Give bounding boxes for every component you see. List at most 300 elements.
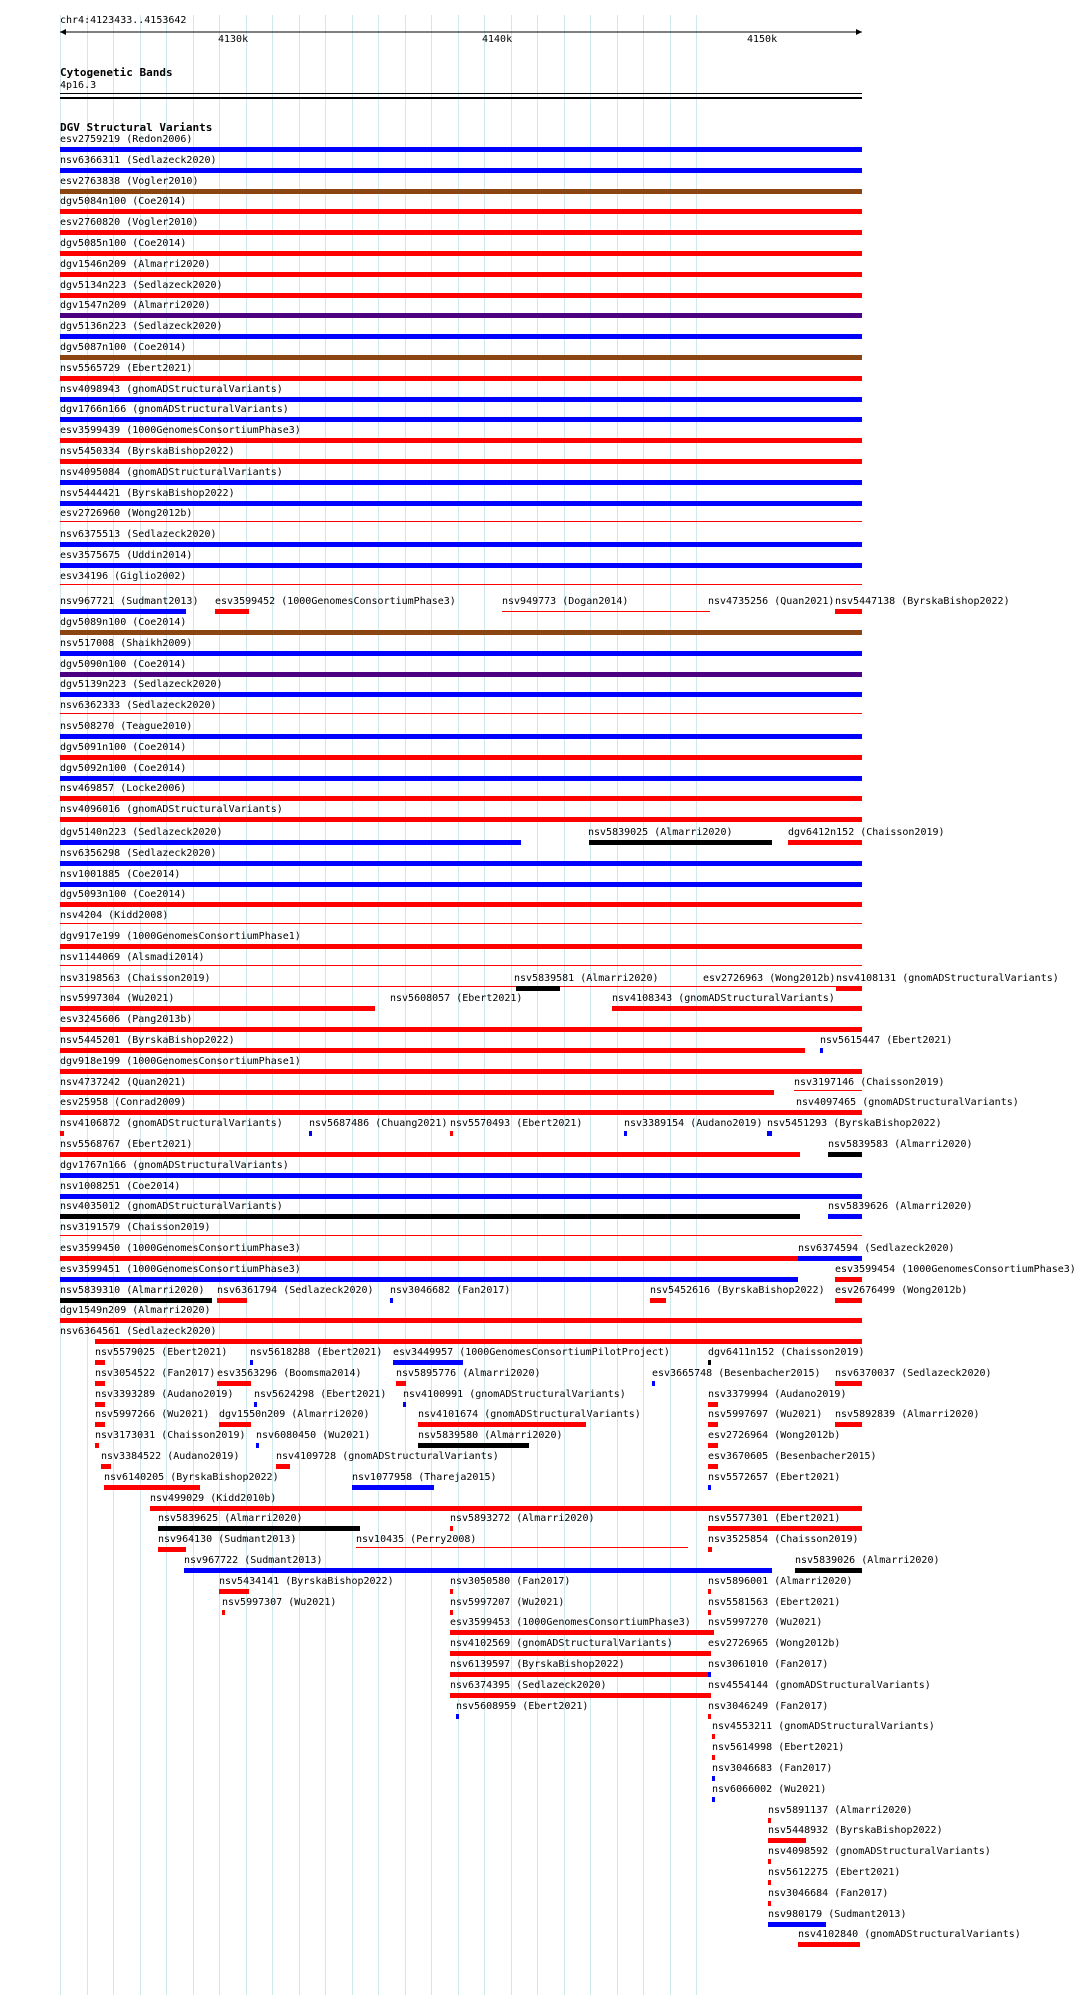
variant-bar[interactable] xyxy=(60,1256,798,1261)
variant-label[interactable]: nsv5615447 (Ebert2021) xyxy=(820,1035,953,1046)
variant-label[interactable]: nsv5570493 (Ebert2021) xyxy=(450,1118,583,1129)
variant-bar[interactable] xyxy=(309,1131,312,1136)
variant-label[interactable]: esv3599453 (1000GenomesConsortiumPhase3) xyxy=(450,1617,691,1628)
variant-label[interactable]: nsv5997697 (Wu2021) xyxy=(708,1409,823,1420)
variant-bar[interactable] xyxy=(712,1776,715,1781)
variant-bar[interactable] xyxy=(60,542,862,547)
variant-label[interactable]: nsv3046684 (Fan2017) xyxy=(768,1888,889,1899)
variant-label[interactable]: nsv6066002 (Wu2021) xyxy=(712,1784,827,1795)
variant-bar[interactable] xyxy=(60,1194,862,1199)
variant-label[interactable]: nsv499029 (Kidd2010b) xyxy=(150,1493,277,1504)
variant-label[interactable]: nsv6356298 (Sedlazeck2020) xyxy=(60,848,217,859)
variant-label[interactable]: esv34196 (Giglio2002) xyxy=(60,571,187,582)
variant-bar[interactable] xyxy=(708,1464,718,1469)
variant-label[interactable]: nsv5891137 (Almarri2020) xyxy=(768,1805,913,1816)
variant-bar[interactable] xyxy=(60,521,862,522)
variant-label[interactable]: dgv6411n152 (Chaisson2019) xyxy=(708,1347,865,1358)
variant-label[interactable]: nsv517008 (Shaikh2009) xyxy=(60,638,193,649)
variant-bar[interactable] xyxy=(60,584,862,585)
variant-bar[interactable] xyxy=(393,1360,463,1365)
variant-bar[interactable] xyxy=(60,480,862,485)
variant-label[interactable]: nsv469857 (Locke2006) xyxy=(60,783,187,794)
variant-label[interactable]: nsv4097465 (gnomADStructuralVariants) xyxy=(796,1097,1019,1108)
variant-bar[interactable] xyxy=(835,1381,862,1386)
variant-label[interactable]: nsv949773 (Dogan2014) xyxy=(502,596,629,607)
variant-label[interactable]: dgv918e199 (1000GenomesConsortiumPhase1) xyxy=(60,1056,301,1067)
variant-bar[interactable] xyxy=(418,1422,586,1427)
variant-bar[interactable] xyxy=(60,692,862,697)
variant-label[interactable]: nsv5614998 (Ebert2021) xyxy=(712,1742,845,1753)
variant-bar[interactable] xyxy=(222,1610,225,1615)
variant-bar[interactable] xyxy=(60,1006,375,1011)
variant-label[interactable]: dgv1767n166 (gnomADStructuralVariants) xyxy=(60,1160,289,1171)
variant-label[interactable]: nsv4554144 (gnomADStructuralVariants) xyxy=(708,1680,931,1691)
variant-bar[interactable] xyxy=(60,609,186,614)
variant-label[interactable]: nsv4095084 (gnomADStructuralVariants) xyxy=(60,467,283,478)
variant-bar[interactable] xyxy=(60,840,521,845)
variant-bar[interactable] xyxy=(60,209,862,214)
variant-label[interactable]: esv2676499 (Wong2012b) xyxy=(835,1285,968,1296)
variant-label[interactable]: nsv3050580 (Fan2017) xyxy=(450,1576,571,1587)
variant-label[interactable]: esv3449957 (1000GenomesConsortiumPilotProject) xyxy=(393,1347,670,1358)
variant-label[interactable]: dgv1547n209 (Almarri2020) xyxy=(60,300,211,311)
variant-bar[interactable] xyxy=(456,1714,459,1719)
variant-bar[interactable] xyxy=(250,1360,253,1365)
variant-label[interactable]: nsv5452616 (ByrskaBishop2022) xyxy=(650,1285,825,1296)
variant-bar[interactable] xyxy=(60,563,862,568)
variant-label[interactable]: nsv5612275 (Ebert2021) xyxy=(768,1867,901,1878)
variant-label[interactable]: nsv5687486 (Chuang2021) xyxy=(309,1118,448,1129)
variant-label[interactable]: esv2763838 (Vogler2010) xyxy=(60,176,199,187)
variant-bar[interactable] xyxy=(60,1318,862,1323)
variant-label[interactable]: nsv3384522 (Audano2019) xyxy=(101,1451,240,1462)
variant-bar[interactable] xyxy=(835,1422,862,1427)
variant-bar[interactable] xyxy=(450,1610,453,1615)
variant-label[interactable]: nsv5618288 (Ebert2021) xyxy=(250,1347,383,1358)
variant-bar[interactable] xyxy=(104,1485,200,1490)
variant-bar[interactable] xyxy=(708,1526,862,1531)
variant-bar[interactable] xyxy=(60,168,862,173)
variant-label[interactable]: nsv5579025 (Ebert2021) xyxy=(95,1347,228,1358)
variant-bar[interactable] xyxy=(836,986,862,991)
variant-label[interactable]: esv3599439 (1000GenomesConsortiumPhase3) xyxy=(60,425,301,436)
variant-label[interactable]: nsv5839025 (Almarri2020) xyxy=(588,827,733,838)
variant-bar[interactable] xyxy=(835,1298,862,1303)
variant-label[interactable]: dgv5084n100 (Coe2014) xyxy=(60,196,187,207)
variant-bar[interactable] xyxy=(768,1818,771,1823)
variant-label[interactable]: nsv3525854 (Chaisson2019) xyxy=(708,1534,859,1545)
variant-label[interactable]: nsv6370037 (Sedlazeck2020) xyxy=(835,1368,992,1379)
variant-bar[interactable] xyxy=(708,1547,712,1552)
variant-label[interactable]: nsv5839310 (Almarri2020) xyxy=(60,1285,205,1296)
variant-bar[interactable] xyxy=(60,1277,798,1282)
variant-label[interactable]: nsv6140205 (ByrskaBishop2022) xyxy=(104,1472,279,1483)
variant-label[interactable]: esv2759219 (Redon2006) xyxy=(60,134,193,145)
variant-label[interactable]: dgv5087n100 (Coe2014) xyxy=(60,342,187,353)
variant-label[interactable]: nsv3046682 (Fan2017) xyxy=(390,1285,511,1296)
variant-label[interactable]: nsv5997266 (Wu2021) xyxy=(95,1409,210,1420)
variant-bar[interactable] xyxy=(60,293,862,298)
variant-bar[interactable] xyxy=(703,986,715,987)
variant-bar[interactable] xyxy=(95,1339,862,1344)
variant-bar[interactable] xyxy=(60,459,862,464)
variant-bar[interactable] xyxy=(184,1568,772,1573)
variant-label[interactable]: dgv1766n166 (gnomADStructuralVariants) xyxy=(60,404,289,415)
variant-label[interactable]: dgv917e199 (1000GenomesConsortiumPhase1) xyxy=(60,931,301,942)
variant-label[interactable]: dgv5092n100 (Coe2014) xyxy=(60,763,187,774)
variant-bar[interactable] xyxy=(356,1547,688,1548)
variant-bar[interactable] xyxy=(450,1693,710,1698)
variant-label[interactable]: dgv5136n223 (Sedlazeck2020) xyxy=(60,321,223,332)
variant-bar[interactable] xyxy=(60,986,862,987)
variant-bar[interactable] xyxy=(794,1090,862,1091)
variant-bar[interactable] xyxy=(589,840,772,845)
variant-bar[interactable] xyxy=(60,796,862,801)
grid-line xyxy=(696,15,697,1995)
variant-bar[interactable] xyxy=(60,1298,212,1303)
variant-bar[interactable] xyxy=(219,1589,249,1594)
variant-label[interactable]: nsv4098943 (gnomADStructuralVariants) xyxy=(60,384,283,395)
variant-bar[interactable] xyxy=(708,1651,711,1656)
variant-label[interactable]: esv2726960 (Wong2012b) xyxy=(60,508,193,519)
variant-label[interactable]: nsv5565729 (Ebert2021) xyxy=(60,363,193,374)
variant-label[interactable]: nsv1144069 (Alsmadi2014) xyxy=(60,952,205,963)
variant-label[interactable]: nsv5608057 (Ebert2021) xyxy=(390,993,523,1004)
variant-label[interactable]: nsv5997304 (Wu2021) xyxy=(60,993,175,1004)
dgv-title: DGV Structural Variants xyxy=(60,121,213,134)
variant-bar[interactable] xyxy=(450,1651,708,1656)
variant-label[interactable]: nsv5450334 (ByrskaBishop2022) xyxy=(60,446,235,457)
variant-label[interactable]: dgv5091n100 (Coe2014) xyxy=(60,742,187,753)
variant-label[interactable]: nsv4102840 (gnomADStructuralVariants) xyxy=(798,1929,1021,1940)
variant-label[interactable]: nsv5577301 (Ebert2021) xyxy=(708,1513,841,1524)
variant-label[interactable]: dgv1549n209 (Almarri2020) xyxy=(60,1305,211,1316)
variant-bar[interactable] xyxy=(652,1381,655,1386)
variant-bar[interactable] xyxy=(95,1422,105,1427)
variant-label[interactable]: dgv5085n100 (Coe2014) xyxy=(60,238,187,249)
variant-bar[interactable] xyxy=(516,986,560,991)
variant-bar[interactable] xyxy=(835,1277,862,1282)
variant-label[interactable]: nsv5448932 (ByrskaBishop2022) xyxy=(768,1825,943,1836)
variant-bar[interactable] xyxy=(788,840,862,845)
cytoband-name: 4p16.3 xyxy=(60,80,97,91)
variant-label[interactable]: dgv5134n223 (Sedlazeck2020) xyxy=(60,280,223,291)
variant-bar[interactable] xyxy=(60,501,862,506)
variant-bar[interactable] xyxy=(150,1506,862,1511)
variant-label[interactable]: nsv4101674 (gnomADStructuralVariants) xyxy=(418,1409,641,1420)
variant-bar[interactable] xyxy=(708,1402,718,1407)
variant-bar[interactable] xyxy=(60,147,862,152)
variant-label[interactable]: nsv5997207 (Wu2021) xyxy=(450,1597,565,1608)
variant-label[interactable]: nsv4096016 (gnomADStructuralVariants) xyxy=(60,804,283,815)
variant-label[interactable]: nsv3054522 (Fan2017) xyxy=(95,1368,216,1379)
variant-bar[interactable] xyxy=(450,1630,714,1635)
variant-bar[interactable] xyxy=(95,1360,105,1365)
variant-label[interactable]: nsv4102569 (gnomADStructuralVariants) xyxy=(450,1638,673,1649)
variant-bar[interactable] xyxy=(60,1235,862,1236)
variant-bar[interactable] xyxy=(60,1090,774,1095)
variant-bar[interactable] xyxy=(796,1110,862,1115)
variant-label[interactable]: nsv980179 (Sudmant2013) xyxy=(768,1909,907,1920)
variant-label[interactable]: esv2726965 (Wong2012b) xyxy=(708,1638,841,1649)
variant-bar[interactable] xyxy=(768,1922,826,1927)
variant-bar[interactable] xyxy=(60,651,862,656)
variant-label[interactable]: nsv5581563 (Ebert2021) xyxy=(708,1597,841,1608)
variant-bar[interactable] xyxy=(768,1838,806,1843)
variant-bar[interactable] xyxy=(712,1797,715,1802)
variant-label[interactable]: nsv5997307 (Wu2021) xyxy=(222,1597,337,1608)
grid-line xyxy=(670,15,671,1995)
variant-bar[interactable] xyxy=(712,1755,715,1760)
variant-label[interactable]: esv3599454 (1000GenomesConsortiumPhase3) xyxy=(835,1264,1076,1275)
variant-label[interactable]: nsv5997270 (Wu2021) xyxy=(708,1617,823,1628)
variant-bar[interactable] xyxy=(158,1526,360,1531)
variant-label[interactable]: nsv4108131 (gnomADStructuralVariants) xyxy=(836,973,1059,984)
variant-bar[interactable] xyxy=(390,1298,393,1303)
variant-bar[interactable] xyxy=(60,230,862,235)
variant-bar[interactable] xyxy=(795,1568,862,1573)
variant-bar[interactable] xyxy=(60,902,862,907)
variant-bar[interactable] xyxy=(60,882,862,887)
variant-label[interactable]: nsv5568767 (Ebert2021) xyxy=(60,1139,193,1150)
variant-label[interactable]: nsv1008251 (Coe2014) xyxy=(60,1181,181,1192)
variant-label[interactable]: nsv6375513 (Sedlazeck2020) xyxy=(60,529,217,540)
variant-bar[interactable] xyxy=(708,1610,711,1615)
variant-label[interactable]: esv3599450 (1000GenomesConsortiumPhase3) xyxy=(60,1243,301,1254)
variant-bar[interactable] xyxy=(650,1298,666,1303)
variant-bar[interactable] xyxy=(60,1110,796,1115)
variant-label[interactable]: dgv1550n209 (Almarri2020) xyxy=(219,1409,370,1420)
variant-label[interactable]: nsv4035012 (gnomADStructuralVariants) xyxy=(60,1201,283,1212)
variant-label[interactable]: dgv1546n209 (Almarri2020) xyxy=(60,259,211,270)
variant-label[interactable]: nsv4109728 (gnomADStructuralVariants) xyxy=(276,1451,499,1462)
variant-bar[interactable] xyxy=(256,1443,259,1448)
variant-label[interactable]: nsv3393289 (Audano2019) xyxy=(95,1389,234,1400)
variant-bar[interactable] xyxy=(768,1859,771,1864)
variant-label[interactable]: nsv5434141 (ByrskaBishop2022) xyxy=(219,1576,394,1587)
variant-label[interactable]: dgv5089n100 (Coe2014) xyxy=(60,617,187,628)
variant-bar[interactable] xyxy=(708,1485,711,1490)
variant-bar[interactable] xyxy=(60,355,862,360)
variant-bar[interactable] xyxy=(60,189,862,194)
variant-bar[interactable] xyxy=(502,611,710,612)
variant-bar[interactable] xyxy=(835,609,862,614)
variant-label[interactable]: dgv6412n152 (Chaisson2019) xyxy=(788,827,945,838)
variant-bar[interactable] xyxy=(60,1027,862,1032)
variant-bar[interactable] xyxy=(708,1714,711,1719)
variant-label[interactable]: nsv5896001 (Almarri2020) xyxy=(708,1576,853,1587)
variant-label[interactable]: nsv5451293 (ByrskaBishop2022) xyxy=(767,1118,942,1129)
variant-label[interactable]: nsv967721 (Sudmant2013) xyxy=(60,596,199,607)
variant-label[interactable]: nsv6080450 (Wu2021) xyxy=(256,1430,371,1441)
variant-bar[interactable] xyxy=(708,1443,718,1448)
variant-label[interactable]: nsv6362333 (Sedlazeck2020) xyxy=(60,700,217,711)
variant-bar[interactable] xyxy=(101,1464,111,1469)
variant-bar[interactable] xyxy=(60,944,862,949)
variant-label[interactable]: nsv5572657 (Ebert2021) xyxy=(708,1472,841,1483)
variant-label[interactable]: esv3575675 (Uddin2014) xyxy=(60,550,193,561)
variant-label[interactable]: nsv6374395 (Sedlazeck2020) xyxy=(450,1680,607,1691)
variant-bar[interactable] xyxy=(352,1485,434,1490)
variant-label[interactable]: nsv5895776 (Almarri2020) xyxy=(396,1368,541,1379)
variant-bar[interactable] xyxy=(60,630,862,635)
variant-bar[interactable] xyxy=(418,1443,529,1448)
variant-bar[interactable] xyxy=(708,1693,711,1698)
variant-bar[interactable] xyxy=(768,1880,771,1885)
variant-bar[interactable] xyxy=(60,397,862,402)
variant-bar[interactable] xyxy=(708,1672,711,1677)
variant-bar[interactable] xyxy=(60,1214,800,1219)
variant-bar[interactable] xyxy=(60,713,862,714)
variant-label[interactable]: nsv4108343 (gnomADStructuralVariants) xyxy=(612,993,835,1004)
variant-label[interactable]: nsv3046249 (Fan2017) xyxy=(708,1701,829,1712)
variant-label[interactable]: nsv5444421 (ByrskaBishop2022) xyxy=(60,488,235,499)
variant-bar[interactable] xyxy=(60,1173,862,1178)
variant-bar[interactable] xyxy=(820,1048,823,1053)
variant-label[interactable]: nsv3197146 (Chaisson2019) xyxy=(794,1077,945,1088)
variant-label[interactable]: esv3245606 (Pang2013b) xyxy=(60,1014,193,1025)
variant-bar[interactable] xyxy=(60,334,862,339)
variant-bar[interactable] xyxy=(828,1152,862,1157)
variant-label[interactable]: nsv5839581 (Almarri2020) xyxy=(514,973,659,984)
variant-bar[interactable] xyxy=(276,1464,290,1469)
variant-label[interactable]: esv2726963 (Wong2012b) xyxy=(703,973,836,984)
variant-label[interactable]: nsv4204 (Kidd2008) xyxy=(60,910,169,921)
variant-bar[interactable] xyxy=(768,1901,771,1906)
variant-label[interactable]: nsv6366311 (Sedlazeck2020) xyxy=(60,155,217,166)
variant-bar[interactable] xyxy=(708,1422,718,1427)
variant-label[interactable]: dgv5140n223 (Sedlazeck2020) xyxy=(60,827,223,838)
variant-label[interactable]: nsv4106872 (gnomADStructuralVariants) xyxy=(60,1118,283,1129)
variant-bar[interactable] xyxy=(60,965,862,966)
variant-bar[interactable] xyxy=(95,1402,105,1407)
variant-label[interactable]: nsv5839580 (Almarri2020) xyxy=(418,1430,563,1441)
variant-bar[interactable] xyxy=(60,251,862,256)
variant-bar[interactable] xyxy=(60,1131,64,1136)
variant-label[interactable]: esv2760820 (Vogler2010) xyxy=(60,217,199,228)
variant-bar[interactable] xyxy=(60,776,862,781)
variant-bar[interactable] xyxy=(60,734,862,739)
variant-label[interactable]: esv25958 (Conrad2009) xyxy=(60,1097,187,1108)
grid-line xyxy=(219,15,220,1995)
variant-bar[interactable] xyxy=(450,1526,453,1531)
variant-label[interactable]: nsv4737242 (Quan2021) xyxy=(60,1077,187,1088)
variant-label[interactable]: nsv10435 (Perry2008) xyxy=(356,1534,477,1545)
variant-bar[interactable] xyxy=(708,1589,711,1594)
variant-label[interactable]: nsv508270 (Teague2010) xyxy=(60,721,193,732)
variant-bar[interactable] xyxy=(60,923,862,924)
variant-bar[interactable] xyxy=(158,1547,186,1552)
variant-label[interactable]: dgv5090n100 (Coe2014) xyxy=(60,659,187,670)
variant-bar[interactable] xyxy=(60,272,862,277)
variant-bar[interactable] xyxy=(767,1131,772,1136)
variant-label[interactable]: nsv3379994 (Audano2019) xyxy=(708,1389,847,1400)
variant-label[interactable]: nsv3046683 (Fan2017) xyxy=(712,1763,833,1774)
variant-label[interactable]: nsv5445201 (ByrskaBishop2022) xyxy=(60,1035,235,1046)
variant-label[interactable]: nsv5892839 (Almarri2020) xyxy=(835,1409,980,1420)
variant-bar[interactable] xyxy=(60,313,862,318)
variant-bar[interactable] xyxy=(450,1131,453,1136)
variant-label[interactable]: esv3599452 (1000GenomesConsortiumPhase3) xyxy=(215,596,456,607)
variant-bar[interactable] xyxy=(60,672,862,677)
variant-label[interactable]: nsv3389154 (Audano2019) xyxy=(624,1118,763,1129)
variant-bar[interactable] xyxy=(60,376,862,381)
variant-bar[interactable] xyxy=(95,1381,105,1386)
variant-label[interactable]: nsv3061010 (Fan2017) xyxy=(708,1659,829,1670)
variant-label[interactable]: nsv6139597 (ByrskaBishop2022) xyxy=(450,1659,625,1670)
variant-bar[interactable] xyxy=(712,1734,715,1739)
variant-bar[interactable] xyxy=(60,755,862,760)
variant-bar[interactable] xyxy=(396,1381,406,1386)
variant-label[interactable]: dgv5139n223 (Sedlazeck2020) xyxy=(60,679,223,690)
variant-label[interactable]: nsv6361794 (Sedlazeck2020) xyxy=(217,1285,374,1296)
variant-bar[interactable] xyxy=(215,609,249,614)
variant-bar[interactable] xyxy=(60,861,862,866)
variant-bar[interactable] xyxy=(624,1131,627,1136)
variant-label[interactable]: nsv5839626 (Almarri2020) xyxy=(828,1201,973,1212)
variant-label[interactable]: esv3665748 (Besenbacher2015) xyxy=(652,1368,821,1379)
variant-label[interactable]: nsv4100991 (gnomADStructuralVariants) xyxy=(403,1389,626,1400)
variant-bar[interactable] xyxy=(60,438,862,443)
variant-label[interactable]: esv3563296 (Boomsma2014) xyxy=(217,1368,362,1379)
variant-bar[interactable] xyxy=(217,1381,251,1386)
variant-bar[interactable] xyxy=(798,1256,862,1261)
variant-bar[interactable] xyxy=(708,1630,711,1635)
variant-label[interactable]: nsv3191579 (Chaisson2019) xyxy=(60,1222,211,1233)
variant-bar[interactable] xyxy=(450,1589,453,1594)
variant-label[interactable]: nsv4735256 (Quan2021) xyxy=(708,596,835,607)
variant-bar[interactable] xyxy=(95,1443,99,1448)
variant-label[interactable]: esv2726964 (Wong2012b) xyxy=(708,1430,841,1441)
variant-bar[interactable] xyxy=(403,1402,406,1407)
grid-line xyxy=(299,15,300,1995)
variant-label[interactable]: nsv3198563 (Chaisson2019) xyxy=(60,973,211,984)
variant-label[interactable]: nsv5839583 (Almarri2020) xyxy=(828,1139,973,1150)
variant-bar[interactable] xyxy=(217,1298,247,1303)
variant-bar[interactable] xyxy=(60,1069,862,1074)
variant-label[interactable]: nsv1077958 (Thareja2015) xyxy=(352,1472,497,1483)
variant-label[interactable]: nsv5893272 (Almarri2020) xyxy=(450,1513,595,1524)
variant-bar[interactable] xyxy=(60,817,862,822)
variant-label[interactable]: dgv5093n100 (Coe2014) xyxy=(60,889,187,900)
variant-bar[interactable] xyxy=(60,417,862,422)
variant-label[interactable]: nsv5624298 (Ebert2021) xyxy=(254,1389,387,1400)
variant-label[interactable]: nsv5839625 (Almarri2020) xyxy=(158,1513,303,1524)
variant-bar[interactable] xyxy=(450,1672,708,1677)
variant-label[interactable]: nsv964130 (Sudmant2013) xyxy=(158,1534,297,1545)
variant-bar[interactable] xyxy=(219,1422,251,1427)
variant-label[interactable]: nsv3173031 (Chaisson2019) xyxy=(95,1430,246,1441)
variant-label[interactable]: nsv6374594 (Sedlazeck2020) xyxy=(798,1243,955,1254)
variant-label[interactable]: nsv5839026 (Almarri2020) xyxy=(795,1555,940,1566)
variant-bar[interactable] xyxy=(60,1048,805,1053)
variant-label[interactable]: nsv4553211 (gnomADStructuralVariants) xyxy=(712,1721,935,1732)
variant-label[interactable]: nsv5447138 (ByrskaBishop2022) xyxy=(835,596,1010,607)
variant-label[interactable]: nsv6364561 (Sedlazeck2020) xyxy=(60,1326,217,1337)
variant-bar[interactable] xyxy=(254,1402,257,1407)
variant-label[interactable]: nsv967722 (Sudmant2013) xyxy=(184,1555,323,1566)
variant-label[interactable]: nsv4098592 (gnomADStructuralVariants) xyxy=(768,1846,991,1857)
variant-label[interactable]: esv3670605 (Besenbacher2015) xyxy=(708,1451,877,1462)
variant-bar[interactable] xyxy=(708,1360,711,1365)
variant-bar[interactable] xyxy=(828,1214,862,1219)
variant-bar[interactable] xyxy=(798,1942,860,1947)
variant-label[interactable]: nsv1001885 (Coe2014) xyxy=(60,869,181,880)
variant-bar[interactable] xyxy=(60,1152,800,1157)
variant-label[interactable]: esv3599451 (1000GenomesConsortiumPhase3) xyxy=(60,1264,301,1275)
variant-bar[interactable] xyxy=(612,1006,862,1011)
variant-label[interactable]: nsv5608959 (Ebert2021) xyxy=(456,1701,589,1712)
